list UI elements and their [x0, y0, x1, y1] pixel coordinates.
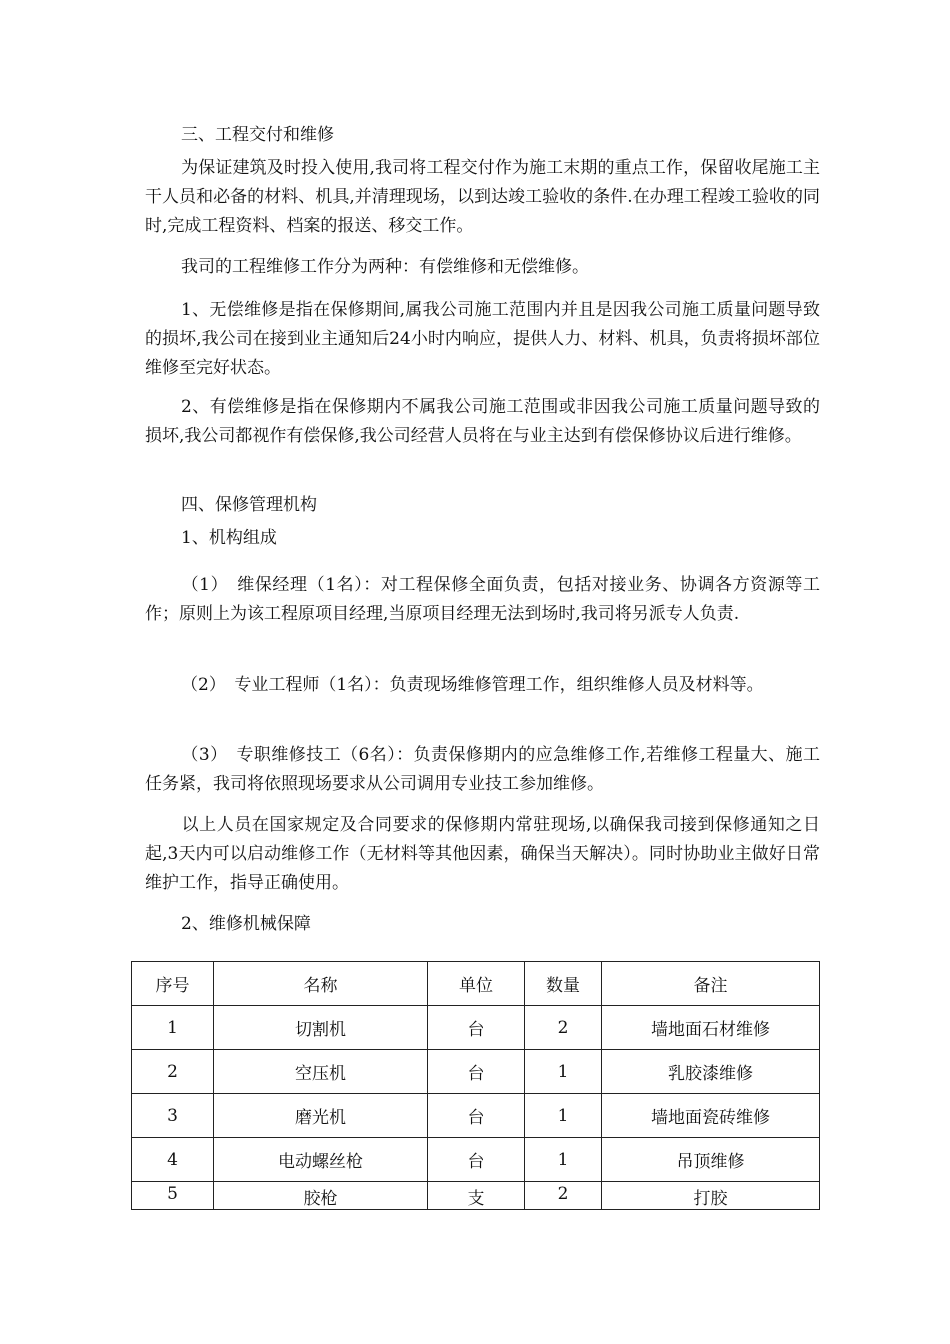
table-cell: 2: [525, 1006, 602, 1050]
section-3-paragraph-4: [145, 393, 820, 451]
table-cell: 台: [428, 1094, 525, 1138]
table-cell: 磨光机: [214, 1094, 428, 1138]
section-4-paragraph-3: [145, 741, 820, 799]
table-cell: 4: [132, 1138, 214, 1182]
header-cell: 序号: [132, 962, 214, 1006]
table-cell: 切割机: [214, 1006, 428, 1050]
table-row: [132, 1094, 820, 1138]
table-cell: 1: [132, 1006, 214, 1050]
table-cell: 2: [525, 1182, 602, 1210]
header-cell: 单位: [428, 962, 525, 1006]
table-cell: 台: [428, 1050, 525, 1094]
header-cell: 数量: [525, 962, 602, 1006]
table-cell: 3: [132, 1094, 214, 1138]
paragraph-text: （1） 维保经理（1名）：对工程保修全面负责，包括对接业务、协调各方资源等工作；原则上为该工程原项目经理,当原项目经理无法到场时,我司将另派专人负责.: [145, 575, 820, 624]
paragraph-text: 2、有偿维修是指在保修期内不属我公司施工范围或非因我公司施工质量问题导致的损坏,我公司都视作有偿保修,我公司经营人员将在与业主达到有偿保修协议后进行维修。: [145, 397, 820, 446]
table-cell: 墙地面瓷砖维修: [602, 1094, 820, 1138]
section-4-paragraph-4: [145, 811, 820, 898]
table-row: [132, 1182, 820, 1210]
section-3-title: 三、工程交付和维修: [181, 125, 334, 145]
section-3-paragraph-2: 我司的工程维修工作分为两种：有偿维修和无偿维修。: [181, 257, 589, 277]
table-row: [132, 1138, 820, 1182]
section-3-paragraph-1: [145, 154, 820, 241]
table-cell: 空压机: [214, 1050, 428, 1094]
table-cell: 1: [525, 1138, 602, 1182]
table-cell: 吊顶维修: [602, 1138, 820, 1182]
section-3-paragraph-3: [145, 296, 820, 383]
paragraph-text: （2） 专业工程师（1名）：负责现场维修管理工作，组织维修人员及材料等。: [181, 675, 764, 695]
paragraph-text: 以上人员在国家规定及合同要求的保修期内常驻现场,以确保我司接到保修通知之日起,3天内可以启动维修工作（无材料等其他因素，确保当天解决）。同时协助业主做好日常维护工作，指导正确使用。: [145, 815, 820, 893]
paragraph-text: 1、无偿维修是指在保修期间,属我公司施工范围内并且是因我公司施工质量问题导致的损坏,我公司在接到业主通知后24小时内响应，提供人力、材料、机具，负责将损坏部位维修至完好状态。: [145, 300, 820, 378]
table-row: [132, 1050, 820, 1094]
equipment-table: [131, 961, 820, 1210]
table-header-row: [132, 962, 820, 1006]
table-cell: 5: [132, 1182, 214, 1210]
header-cell: 备注: [602, 962, 820, 1006]
section-4-paragraph-1: [145, 571, 820, 629]
table-cell: 打胶: [602, 1182, 820, 1210]
paragraph-text: 为保证建筑及时投入使用,我司将工程交付作为施工末期的重点工作，保留收尾施工主干人员和必备的材料、机具,并清理现场，以到达竣工验收的条件.在办理工程竣工验收的同时,完成工程资料、档案的报送、移交工作。: [145, 158, 820, 236]
table-cell: 支: [428, 1182, 525, 1210]
table-cell: 台: [428, 1138, 525, 1182]
section-4-subtitle-1: 1、机构组成: [181, 528, 277, 548]
table-cell: 胶枪: [214, 1182, 428, 1210]
table-cell: 1: [525, 1094, 602, 1138]
section-4-title: 四、保修管理机构: [181, 495, 317, 515]
section-4-subtitle-2: 2、维修机械保障: [181, 914, 311, 934]
table-cell: 墙地面石材维修: [602, 1006, 820, 1050]
table-cell: 电动螺丝枪: [214, 1138, 428, 1182]
table-cell: 台: [428, 1006, 525, 1050]
header-cell: 名称: [214, 962, 428, 1006]
table-row: [132, 1006, 820, 1050]
table-cell: 乳胶漆维修: [602, 1050, 820, 1094]
paragraph-text: （3） 专职维修技工（6名）：负责保修期内的应急维修工作,若维修工程量大、施工任务紧，我司将依照现场要求从公司调用专业技工参加维修。: [145, 745, 820, 794]
section-4-paragraph-2: [145, 671, 820, 700]
table-cell: 1: [525, 1050, 602, 1094]
table-cell: 2: [132, 1050, 214, 1094]
